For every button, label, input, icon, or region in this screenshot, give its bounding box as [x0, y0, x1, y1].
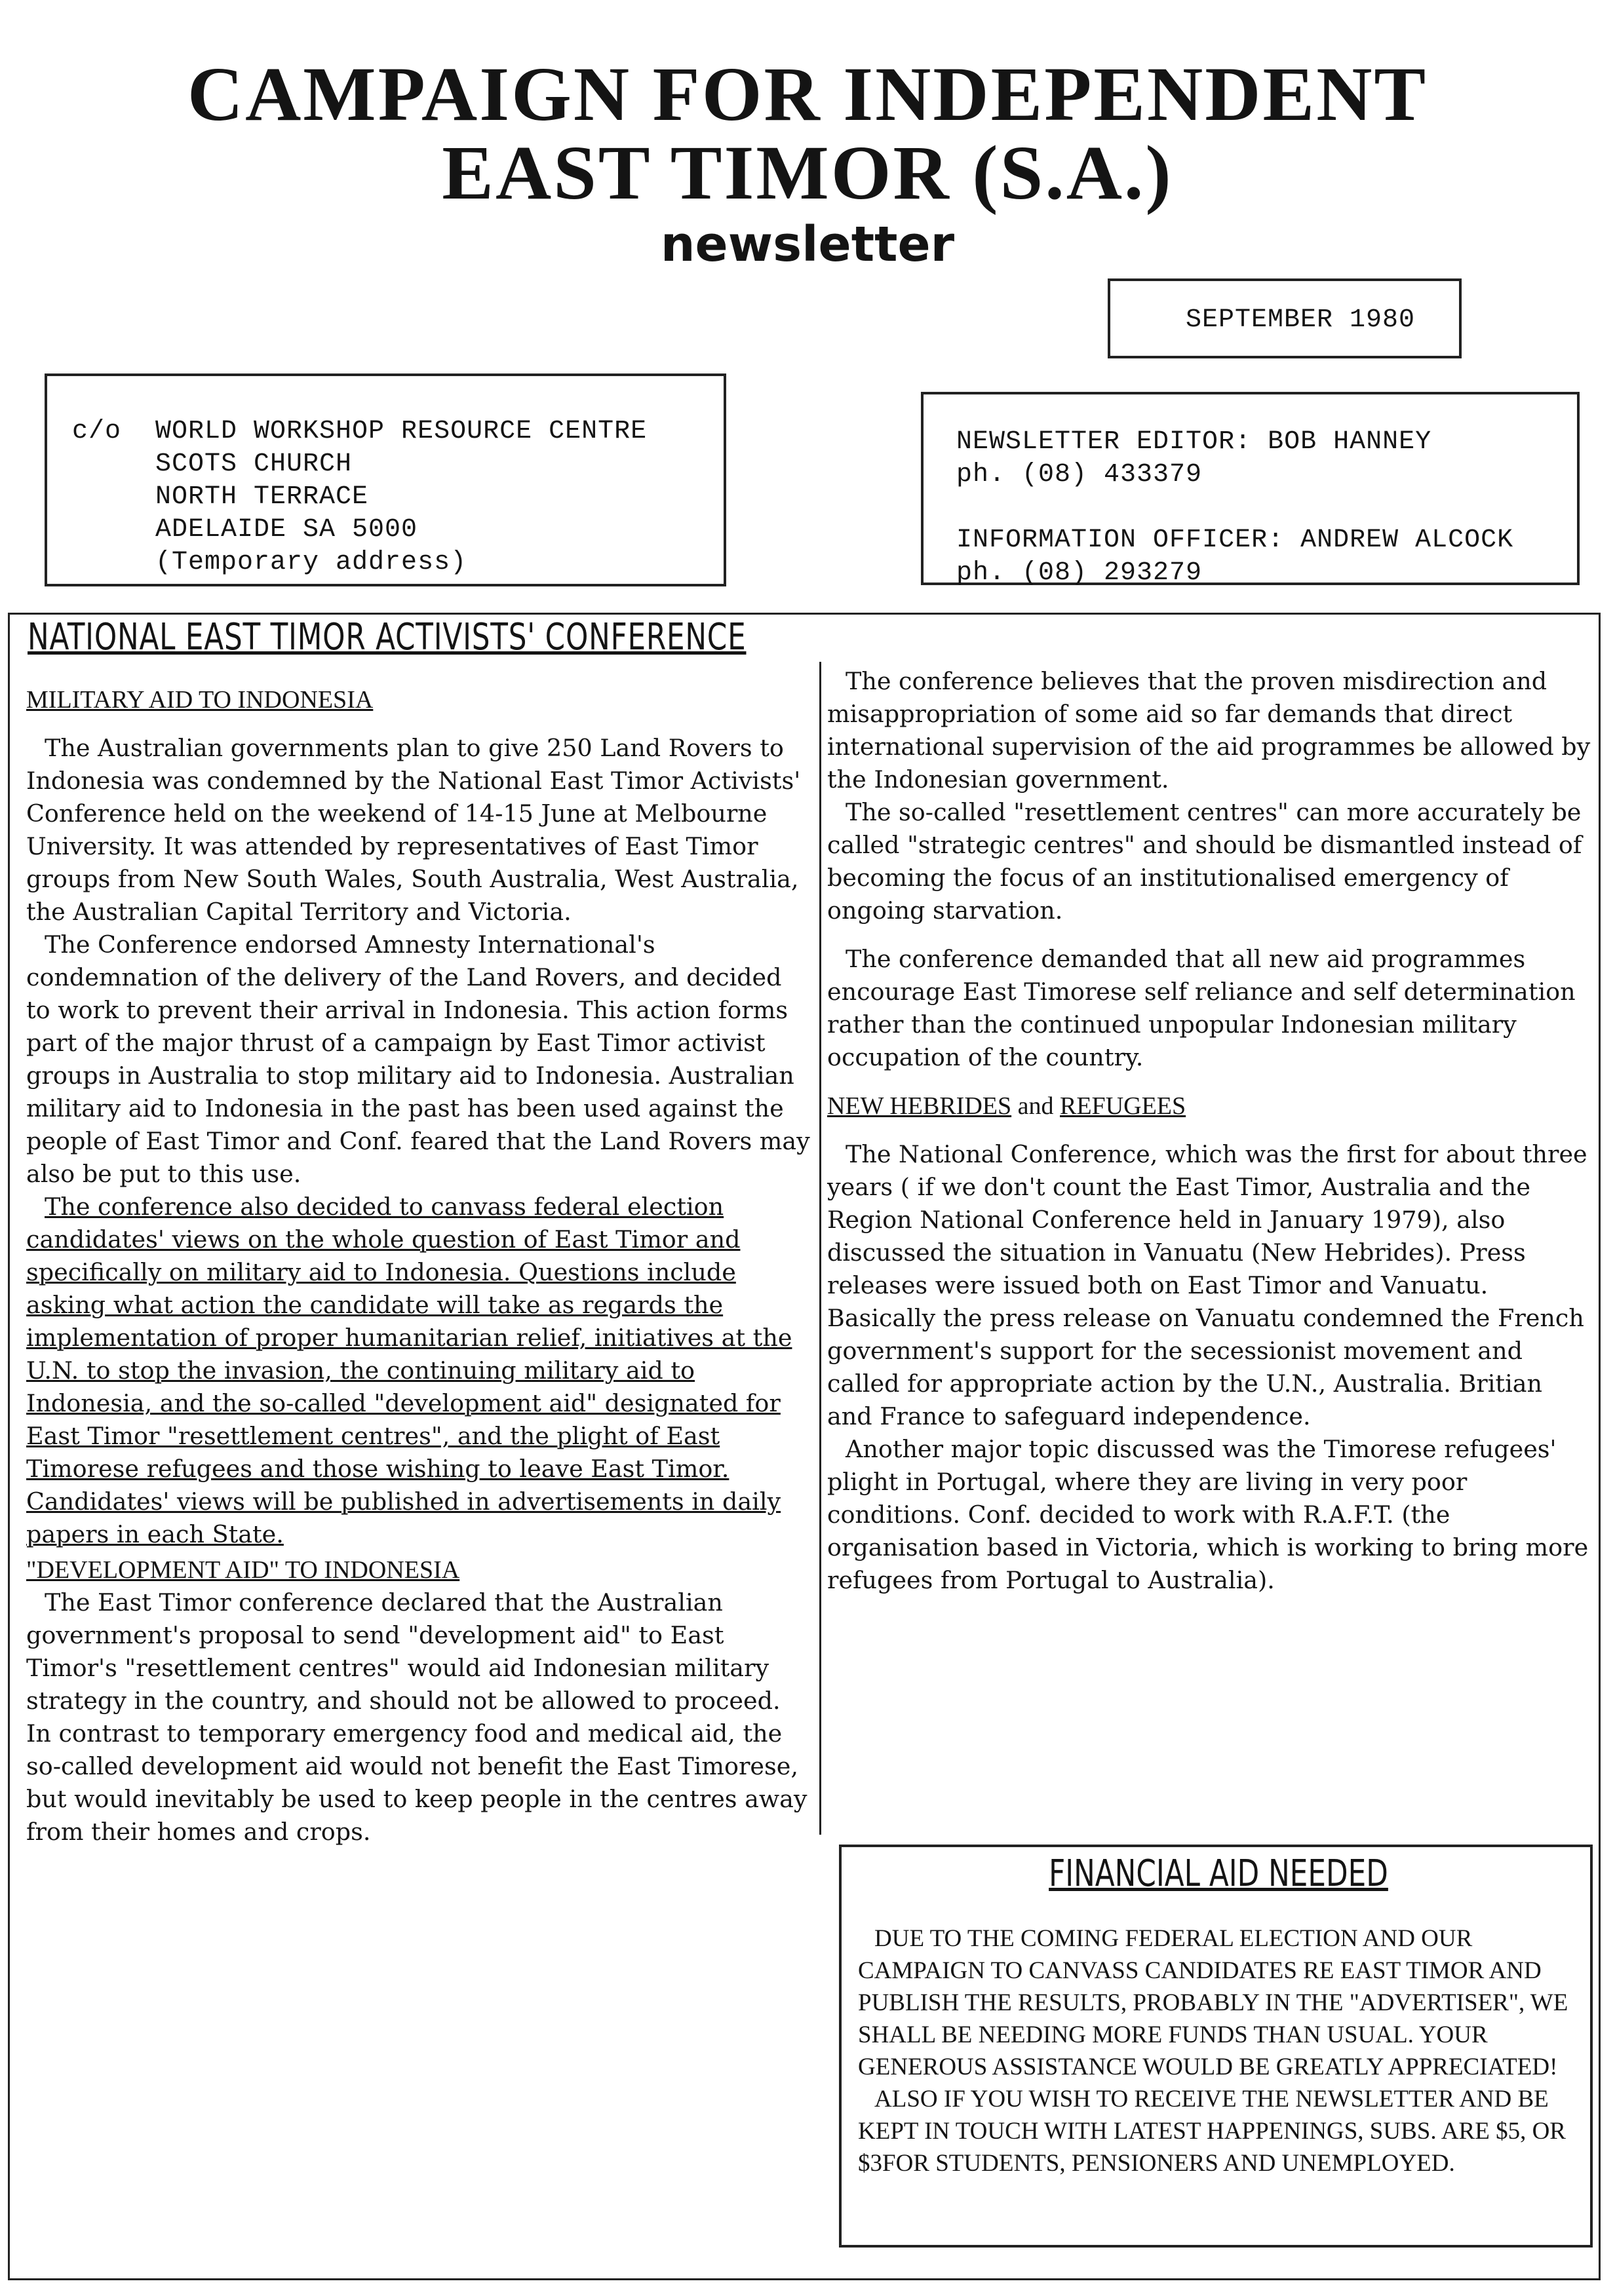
paragraph: The conference believes that the proven misdirection and misappropriation of some aid so far demands that direct international supervision of the aid programmes be allowed by the Indonesian government.: [827, 667, 1591, 794]
paragraph: The National Conference, which was the first for about three years ( if we don't count the East Timor, Australia and the Region National Conference held in January 1979), also discussed the situation in Vanuatu (New Hebrides). Press releases were issued both on East Timor and Vanuatu. Basically the press release on Vanuatu condemned the French government's support for the secessionist movement and called for appropriate action by the U.N., Australia. Britian and France to safeguard independence.: [827, 1140, 1587, 1430]
masthead-title-line2: EAST TIMOR (S.A.): [442, 130, 1173, 216]
paragraph: Another major topic discussed was the Timorese refugees' plight in Portugal, where they are living in very poor conditions. Conf. decided to work with R.A.F.T. (the organisation based in Victoria, which is working to bring more refugees from Portugal to Australia).: [827, 1435, 1589, 1594]
issue-date: SEPTEMBER 1980: [1186, 305, 1416, 335]
column-divider: [819, 662, 821, 1835]
heading-part: NEW HEBRIDES: [827, 1092, 1012, 1120]
address-line: (Temporary address): [155, 548, 467, 577]
address-line: SCOTS CHURCH: [155, 450, 353, 479]
editor-phone: ph. (08) 433379: [956, 460, 1203, 489]
paragraph: The East Timor conference declared that the Australian government's proposal to send "development aid" to East Timor's "resettlement centres" would aid Indonesian military strategy in the country, and should not be allowed to proceed. In contrast to temporary emergency food and medical aid, the so-called development aid would not benefit the East Timorese, but would inevitably be used to keep people in the centres away from their homes and crops.: [26, 1588, 808, 1846]
paragraph-underlined: The conference also decided to canvass federal election candidates' views on the whole question of East Timor and specifically on military aid to Indonesia. Questions include asking what action the candidate will take as regards the implementation of proper humanitarian relief, initiatives at the U.N. to stop the invasion, the continuing military aid to Indonesia, and the so-called "development aid" designated for East Timor "resettlement centres", and the plight of East Timorese refugees and those wishing to leave East Timor. Candidates' views will be published in advertisements in daily papers in each State.: [26, 1193, 792, 1548]
financial-aid-title: FINANCIAL AID NEEDED: [1049, 1852, 1388, 1895]
right-column: [827, 665, 1594, 1597]
financial-paragraph: ALSO IF YOU WISH TO RECEIVE THE NEWSLETTER AND BE KEPT IN TOUCH WITH LATEST HAPPENINGS, SUBS. ARE $5, OR $3FOR STUDENTS, PENSIONERS AND UNEMPLOYED.: [858, 2086, 1566, 2177]
editor-name: NEWSLETTER EDITOR: BOB HANNEY: [956, 427, 1432, 457]
address-box: [45, 373, 726, 586]
heading-part: and: [1017, 1092, 1054, 1120]
heading-part: REFUGEES: [1060, 1092, 1186, 1120]
address-line: WORLD WORKSHOP RESOURCE CENTRE: [155, 417, 648, 446]
address-prefix: c/o: [72, 417, 122, 446]
officer-phone: ph. (08) 293279: [956, 558, 1203, 588]
paragraph: The so-called "resettlement centres" can more accurately be called "strategic centres" and should be dismantled instead of becoming the focus of an institutionalised emergency of ongoing starvation.: [827, 798, 1582, 925]
paragraph: The Australian governments plan to give 250 Land Rovers to Indonesia was condemned by the National East Timor Activists' Conference held on the weekend of 14-15 June at Melbourne University. It was attended by representatives of East Timor groups from New South Wales, South Australia, West Australia, the Australian Capital Territory and Victoria.: [26, 734, 801, 926]
financial-aid-box: [839, 1845, 1593, 2248]
section-heading-development-aid: "DEVELOPMENT AID" TO INDONESIA: [26, 1556, 460, 1584]
address-line: ADELAIDE SA 5000: [155, 515, 418, 545]
masthead-subtitle: newsletter: [660, 216, 955, 273]
section-heading-military-aid: MILITARY AID TO INDONESIA: [26, 686, 374, 714]
main-heading: NATIONAL EAST TIMOR ACTIVISTS' CONFERENCE: [28, 616, 747, 659]
financial-paragraph: DUE TO THE COMING FEDERAL ELECTION AND OUR CAMPAIGN TO CANVASS CANDIDATES RE EAST TIMOR AND PUBLISH THE RESULTS, PROBABLY IN THE "ADVERTISER", WE SHALL BE NEEDING MORE FUNDS THAN USUAL. YOUR GENEROUS ASSISTANCE WOULD BE GREATLY APPRECIATED!: [858, 1925, 1568, 2080]
section-heading-new-hebrides: [827, 1090, 1594, 1122]
left-column: [26, 683, 813, 1848]
masthead-title-line1: CAMPAIGN FOR INDEPENDENT: [187, 51, 1428, 137]
address-line: NORTH TERRACE: [155, 482, 369, 512]
paragraph: The conference demanded that all new aid programmes encourage East Timorese self reliance and self determination rather than the continued unpopular Indonesian military occupation of the country.: [827, 945, 1576, 1071]
officer-name: INFORMATION OFFICER: ANDREW ALCOCK: [956, 526, 1514, 555]
date-box: [1108, 278, 1462, 358]
contacts-box: [921, 392, 1580, 588]
paragraph: The Conference endorsed Amnesty International's condemnation of the delivery of the Land Rovers, and decided to work to prevent their arrival in Indonesia. This action forms part of the major thrust of a campaign by East Timor activist groups in Australia to stop military aid to Indonesia. Australian military aid to Indonesia in the past has been used against the people of East Timor and Conf. feared that the Land Rovers may also be put to this use.: [26, 930, 810, 1188]
